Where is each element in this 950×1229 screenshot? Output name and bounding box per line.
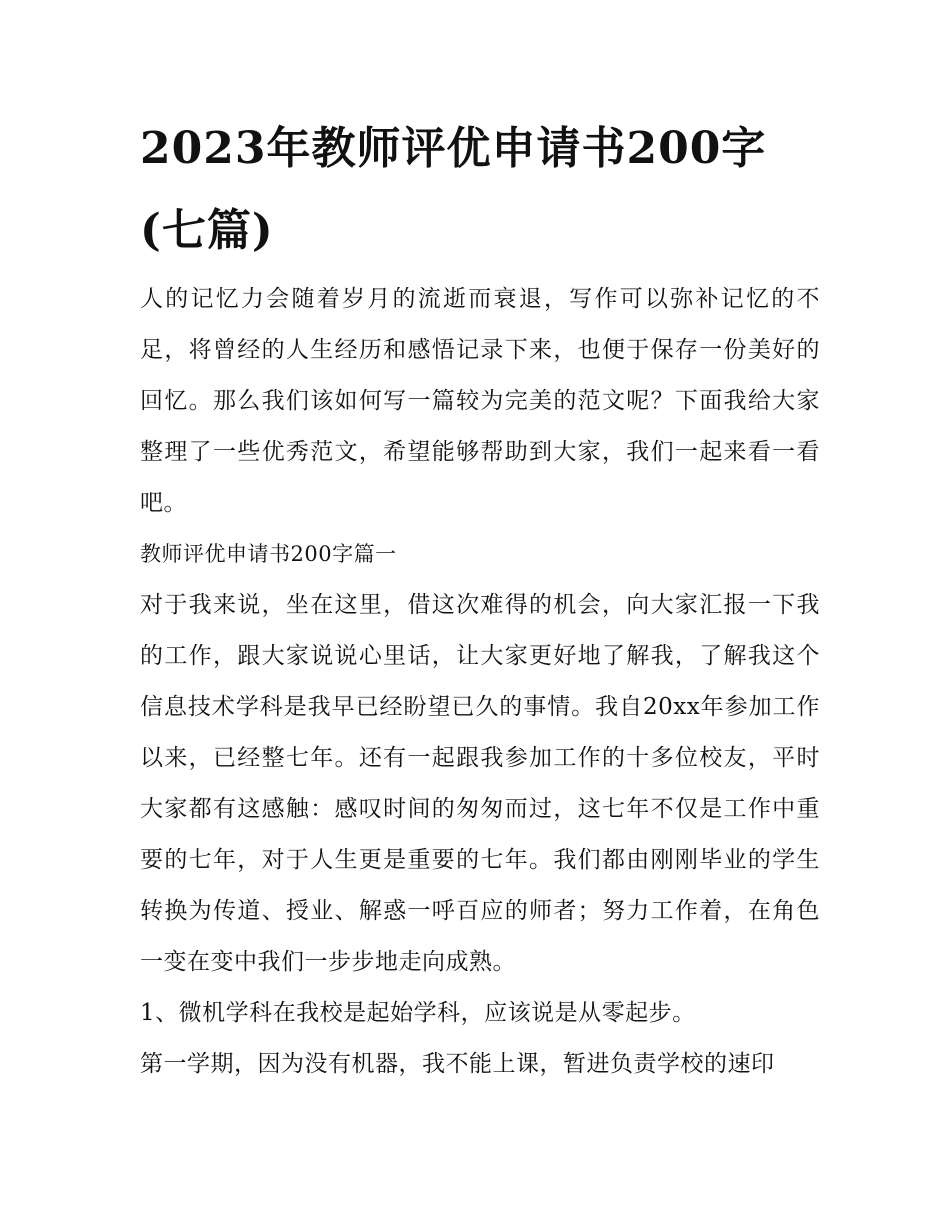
- section-heading: 教师评优申请书200字篇一: [140, 542, 397, 566]
- intro-paragraph: 人的记忆力会随着岁月的流逝而衰退，写作可以弥补记忆的不足，将曾经的人生经历和感悟记录下来，也便于保存一份美好的回忆。那么我们该如何写一篇较为完美的范文呢？下面我给大家整理了一些优秀范文，希望能够帮助到大家，我们一起来看一看吧。: [140, 286, 820, 516]
- document-title: 2023年教师评优申请书200字(七篇): [140, 123, 767, 256]
- body-paragraph: 对于我来说，坐在这里，借这次难得的机会，向大家汇报一下我的工作，跟大家说说心里话，让大家更好地了解我，了解我这个信息技术学科是我早已经盼望已久的事情。我自20xx年参加工作以来，已经整七年。还有一起跟我参加工作的十多位校友，平时大家都有这感触：感叹时间的匆匆而过，这七年不仅是工作中重要的七年，对于人生更是重要的七年。我们都由刚刚毕业的学生转换为传道、授业、解惑一呼百应的师者；努力工作着，在角色一变在变中我们一步步地走向成熟。: [140, 592, 820, 975]
- body-paragraph-continued: 第一学期，因为没有机器，我不能上课，暂进负责学校的速印: [140, 1051, 775, 1077]
- list-item: 1、微机学科在我校是起始学科，应该说是从零起步。: [140, 1000, 696, 1026]
